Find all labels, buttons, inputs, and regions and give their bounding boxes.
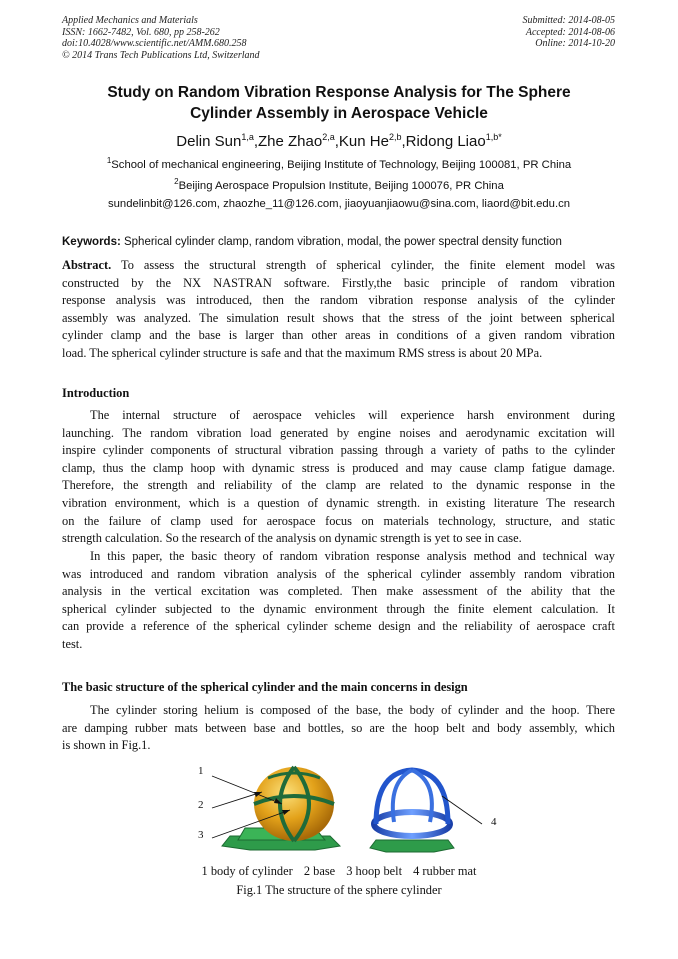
introduction-paragraph-2 [62, 548, 615, 654]
figure-legend [62, 863, 616, 879]
paragraph-line: was introduced and random vibration analysis of the spherical cylinder assembly random vibration [62, 566, 615, 581]
keywords-label: Keywords: [62, 236, 121, 248]
issn-line: ISSN: 1662-7482, Vol. 680, pp 258-262 [62, 26, 220, 38]
figure-label-3: 3 [198, 829, 204, 841]
section-heading: The basic structure of the spherical cylinder and the main concerns in design [62, 680, 468, 694]
paragraph-line: The cylinder storing helium is composed of the base, the body of cylinder and the hoop. There [90, 703, 615, 717]
author-name: Ridong Liao [405, 133, 486, 150]
paragraph-line: vibration environment, which is a question of dynamic strength. in existing literature The research [62, 495, 615, 510]
paragraph-line: is shown in Fig.1. [62, 738, 151, 753]
author-affiliation-mark: 2,b [388, 132, 402, 142]
submitted-date: Submitted: 2014-08-05 [522, 15, 615, 26]
author-list: Delin Sun$^{1,a}$,Zhe Zhao$^{2,a}$,Kun He$^{2,b}$,Ridong Liao$^{1,b*}$ [176, 132, 502, 150]
author-emails: sundelinbit@126.com, zhaozhe_11@126.com, jiaoyuanjiaowu@sina.com, liaord@bit.edu.cn [107, 198, 571, 210]
doi-line: doi:10.4028/www.scientific.net/AMM.680.258 [62, 38, 247, 49]
legend-item: 1 body of cylinder [201, 864, 293, 878]
abstract-label: Abstract. [62, 258, 112, 272]
author-affiliation-mark: 2,a [322, 132, 335, 142]
paragraph-line: are damping rubber mats between base and bottles, so are the hoop belt and body assembly, which [62, 720, 615, 735]
keywords-text: Spherical cylinder clamp, random vibration, modal, the power spectral density function [120, 236, 562, 248]
keywords [62, 235, 622, 249]
paragraph-line: on the failure of clamp used for aerospace focus on materials technology, structure, and static [62, 513, 615, 528]
affiliation-mark: 2 [174, 177, 179, 186]
paragraph-line: can provide a reference of the spherical cylinder scheme design and the reliability of aerospace craft [62, 619, 615, 634]
paragraph-line: analysis in the vertical excitation was completed. Then make assessment of the ability that the [62, 584, 615, 599]
paragraph-line: In this paper, the basic theory of random vibration response analysis method and technical way [90, 549, 615, 563]
author-affiliation-mark: 1,b* [485, 132, 502, 142]
section-paragraph [62, 702, 615, 755]
rubber-mat-ring [374, 812, 450, 836]
paper-title [62, 82, 616, 124]
online-date: Online: 2014-10-20 [535, 38, 615, 49]
abstract-line: cylinder clamp and the base is larger than other areas in conditions of a given random vibration [62, 328, 615, 343]
paragraph-line: test. [62, 636, 83, 651]
affiliation-2 [62, 175, 616, 193]
affiliation-text: Beijing Aerospace Propulsion Institute, Beijing 100076, PR China [178, 179, 504, 192]
assembled-cylinder [222, 767, 340, 850]
author-affiliation-mark: 1,a [241, 132, 254, 142]
exploded-hoop [370, 770, 454, 852]
paragraph-line: clamp, thus the clamp hoop with dynamic stress is produced and may cause clamp fatigue damage. [62, 460, 615, 475]
abstract-line: load. The spherical cylinder structure is safe and that the maximum RMS stress is about 20 MPa. [62, 345, 543, 360]
paragraph-line: The internal structure of aerospace vehicles will experience harsh environment during [90, 408, 615, 422]
legend-item: 4 rubber mat [413, 864, 477, 878]
legend-item: 2 base [303, 864, 336, 878]
abstract-line: constructed by the NX NASTRAN software. Firstly,the basic principle of random vibration [62, 275, 615, 290]
figure-1 [190, 758, 510, 864]
paragraph-line: inspire cylinder components of structural vibration passing through a variety of paths to the cylinder [62, 443, 615, 458]
sphere-body [254, 767, 334, 841]
figure-label-1: 1 [198, 765, 204, 777]
journal-name: Applied Mechanics and Materials [62, 15, 198, 26]
paragraph-line: strength calculation. So the research of the analysis on dynamic strength is yet to see in case. [62, 531, 522, 546]
copyright-line: © 2014 Trans Tech Publications Ltd, Switzerland [62, 49, 260, 61]
affiliation-1 [62, 154, 616, 172]
figure-label-4: 4 [491, 816, 497, 828]
introduction-heading: Introduction [62, 386, 130, 400]
figure-label-2: 2 [198, 799, 204, 811]
affiliation-text: School of mechanical engineering, Beijing Institute of Technology, Beijing 100081, PR China [111, 158, 572, 171]
paragraph-line: launching. The random vibration load generated by engine noises and aerodynamic excitation will [62, 425, 615, 440]
title-line-1: Study on Random Vibration Response Analysis for The Sphere [107, 84, 571, 101]
author-name: Kun He [338, 133, 389, 150]
figure-caption: Fig.1 The structure of the sphere cylinder [236, 883, 442, 897]
paragraph-line: spherical cylinder subjected to the dynamic environment through the finite element calculation. It [62, 601, 615, 616]
accepted-date: Accepted: 2014-08-06 [525, 26, 615, 38]
introduction-paragraph-1 [62, 407, 615, 548]
exploded-base [370, 840, 454, 852]
paragraph-line: Therefore, the strength and reliability of the clamp are related to the dynamic response in the [62, 478, 615, 493]
abstract-line: response analysis was introduced, then the random vibration response analysis of the cylinder [62, 293, 615, 308]
legend-item: 3 hoop belt [346, 864, 403, 878]
affiliation-mark: 1 [106, 156, 112, 165]
title-line-2: Cylinder Assembly in Aerospace Vehicle [190, 105, 488, 122]
author-name: Delin Sun [176, 133, 242, 150]
abstract-line: assembly was analyzed. The simulation result shows that the stress of the joint between spherical [62, 310, 615, 325]
author-name: Zhe Zhao [258, 133, 323, 150]
journal-info [62, 15, 260, 61]
abstract-line: To assess the structural strength of spherical cylinder, the finite element model was [111, 258, 615, 272]
abstract [62, 257, 615, 363]
sphere-cylinder-illustration [190, 758, 510, 864]
submission-dates [523, 15, 616, 50]
